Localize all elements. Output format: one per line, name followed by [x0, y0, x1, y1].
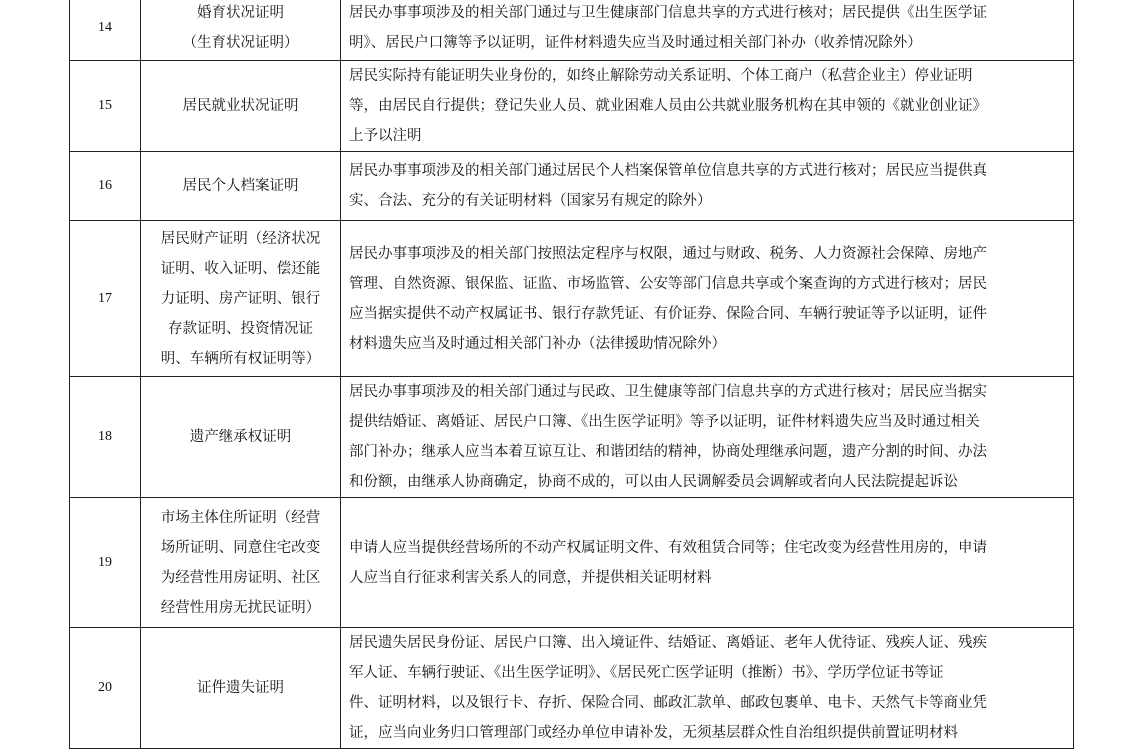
certificate-name [141, 498, 341, 628]
certificate-name [141, 628, 341, 749]
text-line: 等，由居民自行提供；登记失业人员、就业困难人员由公共就业服务机构在其申领的《就业创业证》 [349, 98, 987, 114]
text-line: 经营性用房无扰民证明） [160, 599, 321, 616]
text-line: 居民实际持有能证明失业身份的，如终止解除劳动关系证明、个体工商户（私营企业主）停业证明 [349, 68, 973, 84]
certificate-name [141, 377, 341, 498]
row-number: 17 [70, 221, 141, 377]
handling-method [341, 628, 1074, 749]
text-line: 明、车辆所有权证明等） [160, 350, 321, 367]
text-line: 军人证、车辆行驶证、《出生医学证明》、《居民死亡医学证明（推断）书》、学历学位证书等证 [349, 665, 944, 681]
text-line: （生育状况证明） [182, 35, 299, 51]
row-number: 15 [70, 61, 141, 152]
handling-method [341, 0, 1074, 61]
handling-method [341, 61, 1074, 152]
text-line: 申请人应当提供经营场所的不动产权属证明文件、有效租赁合同等；住宅改变为经营性用房的，申请 [349, 539, 987, 556]
text-line: 居民财产证明（经济状况 [160, 230, 321, 247]
text-line: 居民个人档案证明 [182, 178, 299, 194]
row-number: 19 [70, 498, 141, 628]
table-row [70, 628, 1074, 749]
row-number: 14 [70, 0, 141, 61]
text-line: 场所证明、同意住宅改变 [160, 539, 321, 556]
handling-method [341, 221, 1074, 377]
text-line: 市场主体住所证明（经营 [160, 509, 321, 526]
text-line: 明》、居民户口簿等予以证明，证件材料遗失应当及时通过相关部门补办（收养情况除外） [349, 35, 922, 51]
text-line: 遗产继承权证明 [189, 429, 292, 445]
text-line: 提供结婚证、离婚证、居民户口簿、《出生医学证明》等予以证明，证件材料遗失应当及时通过相关 [349, 414, 980, 430]
text-line: 部门补办；继承人应当本着互谅互让、和谐团结的精神，协商处理继承问题，遗产分割的时间、办法 [349, 444, 987, 460]
text-line: 存款证明、投资情况证 [168, 320, 313, 337]
text-line: 力证明、房产证明、银行 [160, 290, 321, 307]
handling-method [341, 498, 1074, 628]
table-row [70, 0, 1074, 61]
certificate-name [141, 0, 341, 61]
table-row [70, 61, 1074, 152]
table-row [70, 498, 1074, 628]
certificate-name [141, 221, 341, 377]
certificate-name [141, 61, 341, 152]
text-line: 证，应当向业务归口管理部门或经办单位申请补发，无须基层群众性自治组织提供前置证明材料 [349, 725, 958, 741]
text-line: 居民办事事项涉及的相关部门通过与民政、卫生健康等部门信息共享的方式进行核对；居民应当据实 [349, 384, 987, 400]
table-row [70, 152, 1074, 221]
text-line: 居民就业状况证明 [182, 98, 299, 114]
row-number: 20 [70, 628, 141, 749]
handling-method [341, 377, 1074, 498]
certificate-table [69, 0, 1074, 749]
table-row [70, 377, 1074, 498]
text-line: 居民遗失居民身份证、居民户口簿、出入境证件、结婚证、离婚证、老年人优待证、残疾人证、残疾 [349, 635, 987, 651]
text-line: 证件遗失证明 [197, 680, 284, 696]
text-line: 实、合法、充分的有关证明材料（国家另有规定的除外） [349, 193, 712, 209]
text-line: 居民办事事项涉及的相关部门通过与卫生健康部门信息共享的方式进行核对；居民提供《出生医学证 [349, 5, 987, 21]
text-line: 材料遗失应当及时通过相关部门补办（法律援助情况除外） [349, 335, 726, 352]
table-row [70, 221, 1074, 377]
text-line: 为经营性用房证明、社区 [160, 569, 321, 586]
text-line: 婚育状况证明 [197, 5, 284, 21]
text-line: 人应当自行征求利害关系人的同意，并提供相关证明材料 [349, 569, 712, 586]
handling-method [341, 152, 1074, 221]
text-line: 和份额，由继承人协商确定，协商不成的，可以由人民调解委员会调解或者向人民法院提起诉讼 [349, 474, 958, 490]
text-line: 应当据实提供不动产权属证书、银行存款凭证、有价证券、保险合同、车辆行驶证等予以证明，证件 [349, 305, 987, 322]
text-line: 居民办事事项涉及的相关部门通过居民个人档案保管单位信息共享的方式进行核对；居民应当提供真 [349, 163, 987, 179]
text-line: 上予以注明 [349, 128, 422, 144]
row-number: 18 [70, 377, 141, 498]
certificate-name [141, 152, 341, 221]
text-line: 证明、收入证明、偿还能 [160, 260, 321, 277]
row-number: 16 [70, 152, 141, 221]
text-line: 居民办事事项涉及的相关部门按照法定程序与权限，通过与财政、税务、人力资源社会保障、房地产 [349, 245, 987, 262]
text-line: 管理、自然资源、银保监、证监、市场监管、公安等部门信息共享或个案查询的方式进行核对；居民 [349, 275, 987, 292]
text-line: 件、证明材料，以及银行卡、存折、保险合同、邮政汇款单、邮政包裹单、电卡、天然气卡等商业凭 [349, 695, 987, 711]
